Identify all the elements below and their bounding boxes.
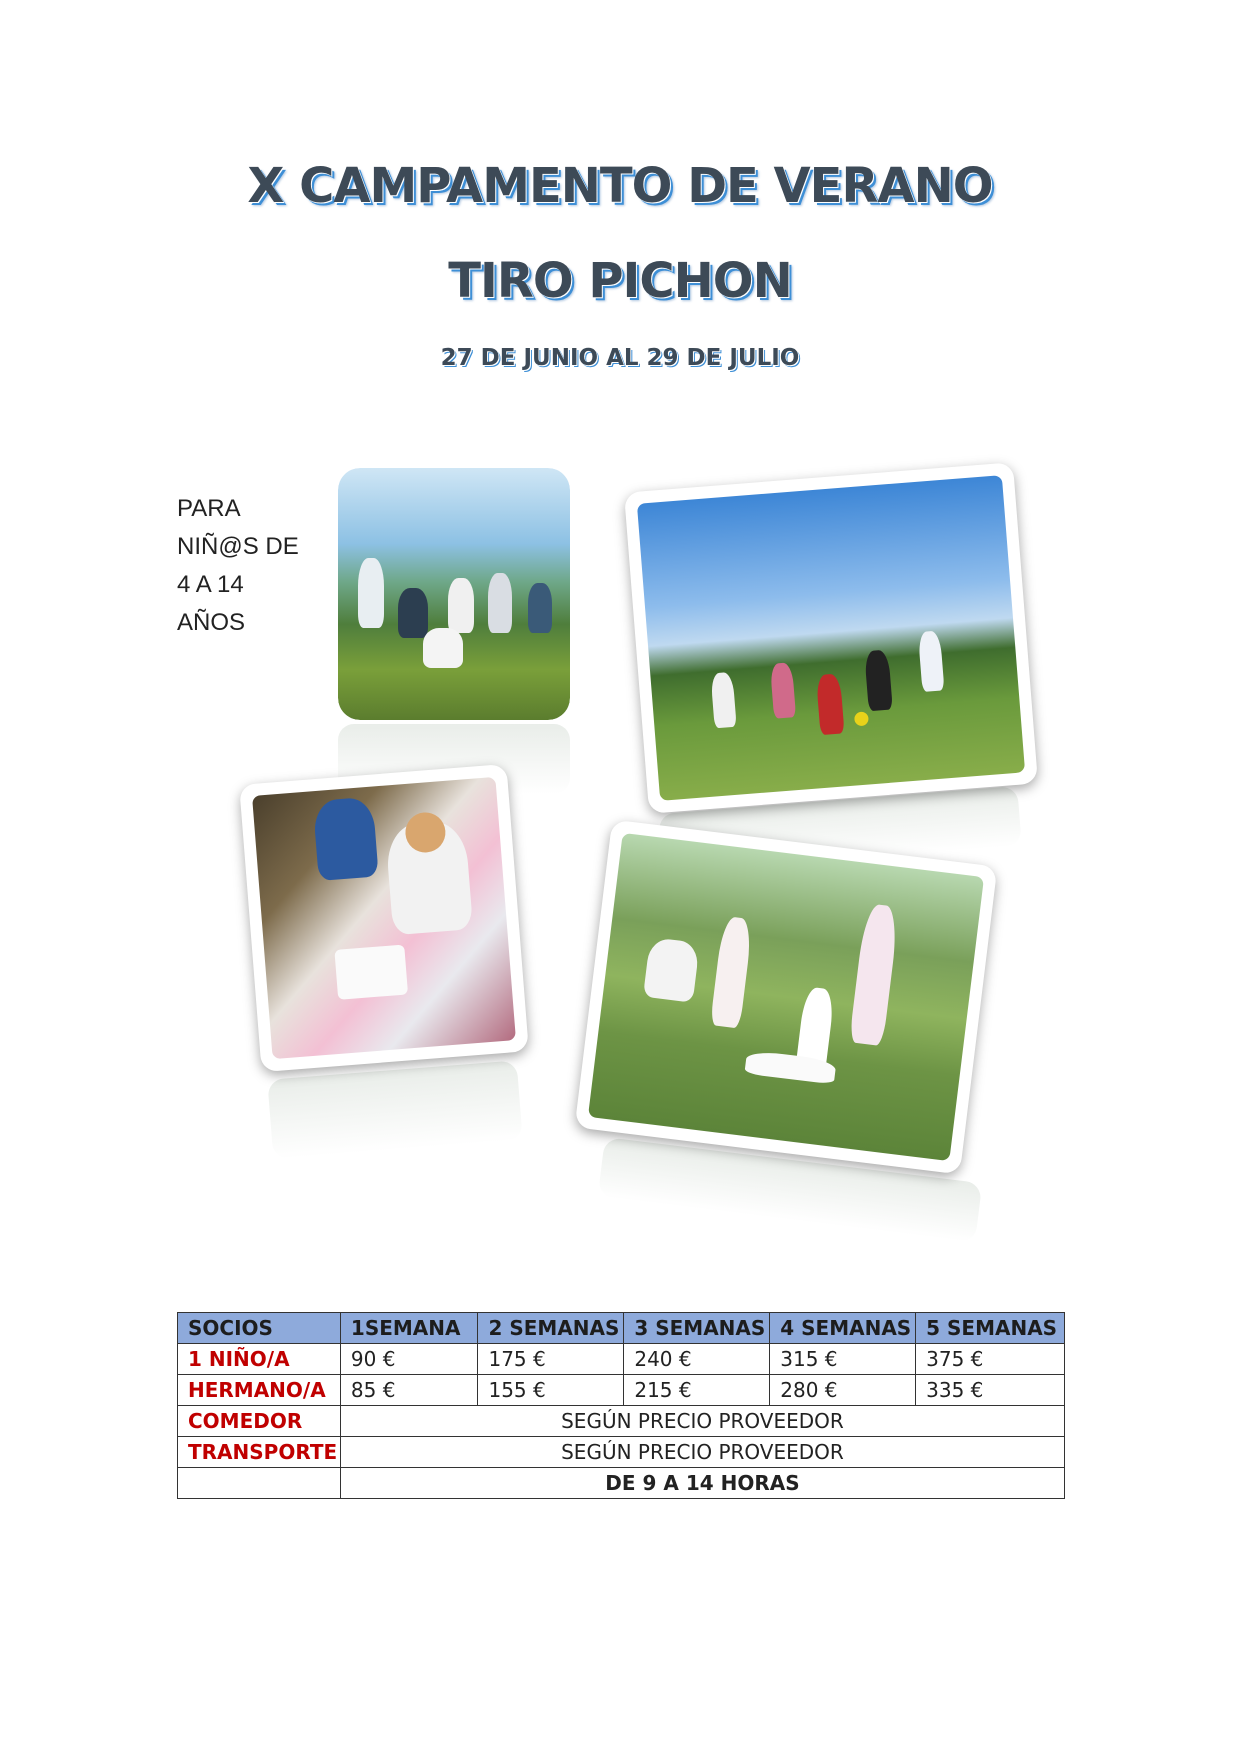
header-cell: 2 SEMANAS (478, 1313, 624, 1344)
table-row (178, 1437, 1065, 1468)
price-cell: 85 € (340, 1375, 478, 1406)
main-title: X CAMPAMENTO DE VERANO (247, 158, 993, 214)
photo-reflection (267, 1060, 523, 1159)
price-cell: 215 € (624, 1375, 770, 1406)
date-range: 27 DE JUNIO AL 29 DE JULIO (440, 345, 800, 371)
header-cell: 3 SEMANAS (624, 1313, 770, 1344)
age-note-line: PARA (177, 495, 241, 522)
age-note-line: NIÑ@S DE (177, 533, 299, 560)
transporte-value: SEGÚN PRECIO PROVEEDOR (340, 1437, 1064, 1468)
age-note-line: AÑOS (177, 609, 246, 636)
table-row (178, 1468, 1065, 1499)
comedor-value: SEGÚN PRECIO PROVEEDOR (340, 1406, 1064, 1437)
price-cell: 335 € (916, 1375, 1065, 1406)
schedule-value: DE 9 A 14 HORAS (340, 1468, 1064, 1499)
header-cell: 4 SEMANAS (770, 1313, 916, 1344)
subtitle: TIRO PICHON (448, 253, 792, 309)
price-table-header (178, 1313, 1065, 1344)
table-row (178, 1375, 1065, 1406)
row-label: 1 NIÑO/A (178, 1344, 341, 1375)
empty-cell (178, 1468, 341, 1499)
price-cell: 155 € (478, 1375, 624, 1406)
price-cell: 175 € (478, 1344, 624, 1375)
price-cell: 375 € (916, 1344, 1065, 1375)
children-exercising-photo (338, 468, 570, 720)
table-row (178, 1344, 1065, 1375)
table-row (178, 1406, 1065, 1437)
header-cell: 1SEMANA (340, 1313, 478, 1344)
age-note (177, 490, 299, 642)
children-football-photo (624, 462, 1038, 814)
row-label: HERMANO/A (178, 1375, 341, 1406)
price-cell: 240 € (624, 1344, 770, 1375)
price-cell: 280 € (770, 1375, 916, 1406)
price-table (177, 1312, 1065, 1499)
row-label: COMEDOR (178, 1406, 341, 1437)
children-acrobatics-photo (575, 820, 998, 1175)
age-note-line: 4 A 14 (177, 571, 244, 598)
header-cell: 5 SEMANAS (916, 1313, 1065, 1344)
row-label: TRANSPORTE (178, 1437, 341, 1468)
children-crafts-photo (239, 764, 529, 1072)
header-cell: SOCIOS (178, 1313, 341, 1344)
price-cell: 90 € (340, 1344, 478, 1375)
price-cell: 315 € (770, 1344, 916, 1375)
